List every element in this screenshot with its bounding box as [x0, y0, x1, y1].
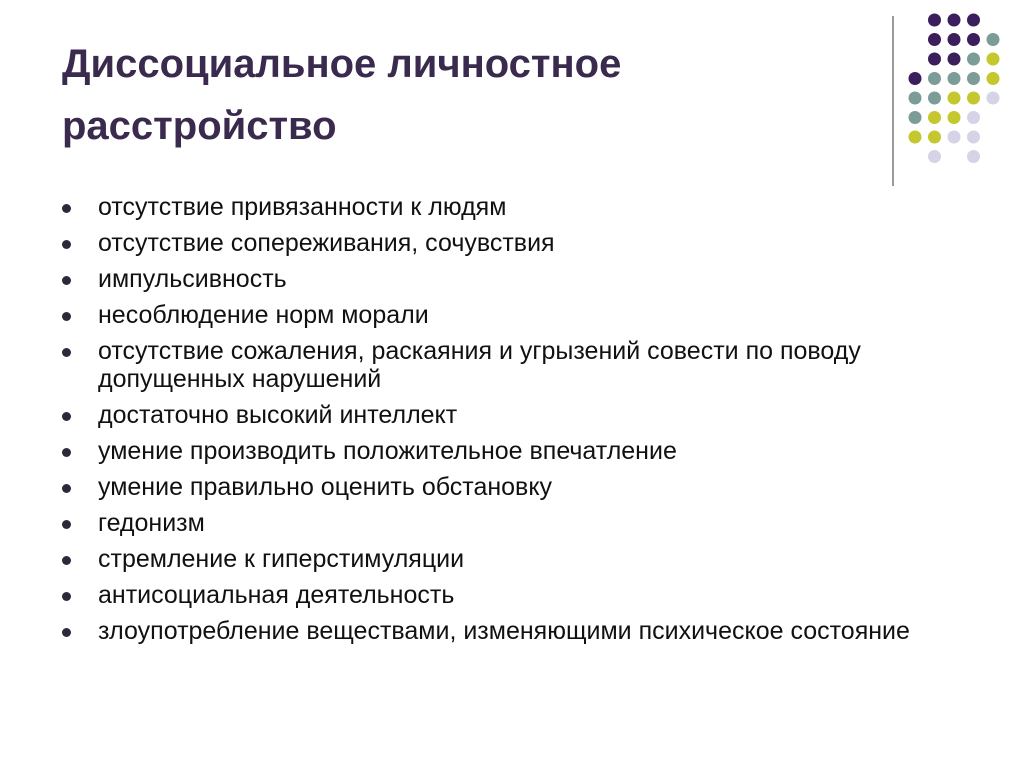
decorative-dot — [967, 150, 980, 163]
bullet-dot-icon — [62, 484, 71, 493]
decorative-dot — [948, 33, 961, 46]
decorative-dot — [928, 53, 941, 66]
bullet-text: антисоциальная деятельность — [98, 581, 455, 609]
decorative-dot — [928, 111, 941, 124]
bullet-text: умение правильно оценить обстановку — [98, 473, 553, 501]
bullet-text: несоблюдение норм морали — [98, 301, 429, 329]
decorative-dot — [987, 33, 1000, 46]
decorative-dot — [967, 72, 980, 85]
bullet-dot-icon — [62, 412, 71, 421]
bullet-text: отсутствие сопереживания, сочувствия — [98, 229, 555, 257]
decorative-dot — [967, 33, 980, 46]
bullet-dot-icon — [62, 628, 71, 637]
bullet-item — [62, 229, 962, 257]
decorative-dot — [948, 53, 961, 66]
bullet-item — [62, 337, 962, 393]
decorative-dot — [948, 131, 961, 144]
decorative-dot-grid — [905, 10, 1015, 170]
decorative-dot — [928, 33, 941, 46]
decorative-dot — [909, 131, 922, 144]
bullet-text: отсутствие привязанности к людям — [98, 193, 507, 221]
decorative-dot — [928, 150, 941, 163]
decorative-dot — [909, 111, 922, 124]
decorative-dot — [987, 92, 1000, 105]
decorative-dot — [948, 72, 961, 85]
slide-title: Диссоциальное личностное расстройство — [62, 42, 622, 148]
decorative-dot — [948, 111, 961, 124]
bullet-dot-icon — [62, 276, 71, 285]
bullet-dot-icon — [62, 448, 71, 457]
bullet-text: достаточно высокий интеллект — [98, 401, 458, 429]
bullet-item — [62, 401, 962, 429]
bullet-dot-icon — [62, 592, 71, 601]
bullet-text: злоупотребление веществами, изменяющими психическое состояние — [98, 617, 910, 645]
decorative-dot — [967, 111, 980, 124]
decorative-dot — [909, 72, 922, 85]
bullet-dot-icon — [62, 204, 71, 213]
decorative-dot — [967, 131, 980, 144]
bullet-item — [62, 193, 962, 221]
bullet-dot-icon — [62, 312, 71, 321]
bullet-item — [62, 265, 962, 293]
decorative-dot — [928, 72, 941, 85]
decorative-dot — [928, 131, 941, 144]
bullet-item — [62, 437, 962, 465]
bullet-item — [62, 301, 962, 329]
bullet-dot-icon — [62, 556, 71, 565]
bullet-text: стремление к гиперстимуляции — [98, 545, 465, 573]
bullet-item — [62, 545, 962, 573]
bullet-item — [62, 473, 962, 501]
bullet-item — [62, 617, 962, 645]
bullet-dot-icon — [62, 240, 71, 249]
decorative-dot — [909, 92, 922, 105]
decorative-dot — [987, 72, 1000, 85]
bullet-item — [62, 581, 962, 609]
decorative-dot — [967, 92, 980, 105]
decorative-dot — [967, 53, 980, 66]
decorative-dot — [948, 14, 961, 27]
decorative-dot — [987, 53, 1000, 66]
decorative-dot — [948, 92, 961, 105]
decorative-dot — [928, 14, 941, 27]
decorative-dot — [967, 14, 980, 27]
bullet-text: гедонизм — [98, 509, 205, 537]
bullet-text: умение производить положительное впечатление — [98, 437, 677, 465]
bullet-list — [62, 193, 962, 653]
bullet-dot-icon — [62, 520, 71, 529]
bullet-dot-icon — [62, 348, 71, 357]
bullet-text: импульсивность — [98, 265, 287, 293]
bullet-item — [62, 509, 962, 537]
decorative-dot — [928, 92, 941, 105]
title-divider-line — [892, 16, 894, 186]
bullet-text: отсутствие сожаления, раскаяния и угрызений совести по поводу допущенных нарушений — [98, 337, 861, 393]
